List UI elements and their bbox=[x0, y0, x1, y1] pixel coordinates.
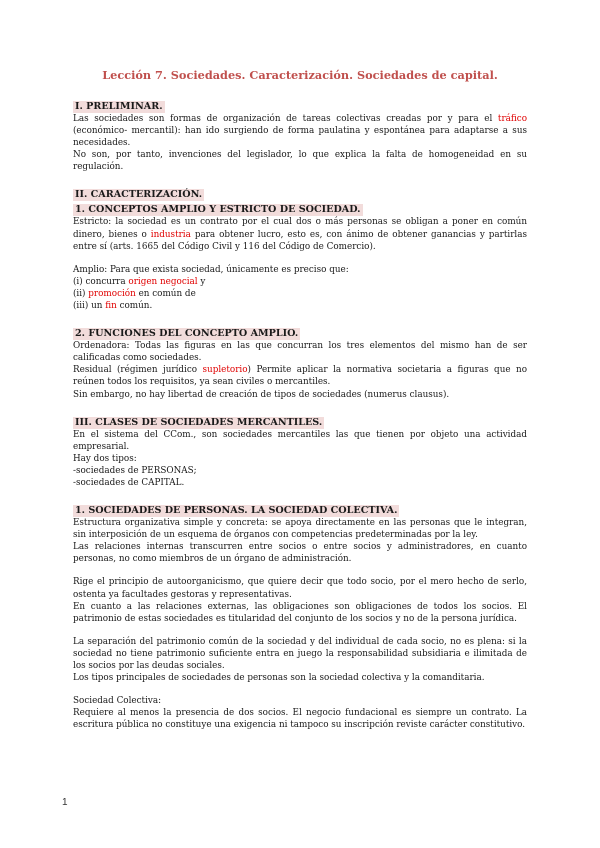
highlight-term: fin bbox=[105, 301, 117, 312]
paragraph: No son, por tanto, invenciones del legislador, lo que explica la falta de homogeneidad en su regulación. bbox=[73, 150, 527, 173]
paragraph-title: Sociedad Colectiva: bbox=[73, 696, 162, 707]
list-item: -sociedades de CAPITAL. bbox=[73, 477, 185, 488]
paragraph: Las sociedades son formas de organización de tareas colectivas creadas por y para el tráfico (económico- mercantil): han ido surgiendo de forma paulatina y espontánea para adaptarse a sus necesidades. bbox=[73, 114, 527, 149]
highlight-term: promoción bbox=[88, 288, 136, 299]
list-item: (i) concurra origen negocial y bbox=[73, 276, 206, 287]
paragraph: En el sistema del CCom., son sociedades mercantiles las que tienen por objeto una actividad empresarial. bbox=[73, 429, 527, 452]
section-heading-caracterizacion: II. CARACTERIZACIÓN. bbox=[75, 189, 203, 201]
paragraph: Estructura organizativa simple y concreta: se apoya directamente en las personas que le integran, sin interposición de un esquema de órganos con competencias predeterminadas por la ley. bbox=[73, 518, 527, 541]
subsection-heading-sociedades-personas: 1. SOCIEDADES DE PERSONAS. LA SOCIEDAD COLECTIVA. bbox=[75, 505, 398, 517]
subsection-heading-funciones: 2. FUNCIONES DEL CONCEPTO AMPLIO. bbox=[75, 328, 299, 340]
paragraph: Hay dos tipos: bbox=[73, 453, 137, 464]
section-heading-clases: III. CLASES DE SOCIEDADES MERCANTILES. bbox=[75, 416, 323, 428]
paragraph: La separación del patrimonio común de la sociedad y del individual de cada socio, no es plena: si la sociedad no tiene patrimonio suficiente entra en juego la responsabilidad subsidiaria e ilimitada de los socios por las deudas sociales. bbox=[73, 636, 527, 671]
highlight-term: supletorio bbox=[202, 365, 248, 376]
paragraph: Requiere al menos la presencia de dos socios. El negocio fundacional es siempre un contrato. La escritura pública no constituye una exigencia ni tampoco su inscripción reviste carácter constitutivo. bbox=[73, 708, 527, 731]
list-item: (ii) promoción en común de bbox=[73, 288, 196, 299]
paragraph: Residual (régimen jurídico supletorio) Permite aplicar la normativa societaria a figuras que no reúnen todos los requisitos, ya sean civiles o mercantiles. bbox=[73, 365, 528, 388]
list-item: -sociedades de PERSONAS; bbox=[73, 465, 197, 476]
paragraph: Rige el principio de autoorganicismo, que quiere decir que todo socio, por el mero hecho de serlo, ostenta ya facultades gestoras y representativas. bbox=[73, 577, 527, 600]
paragraph: Amplio: Para que exista sociedad, únicamente es preciso que: bbox=[73, 264, 349, 275]
page-number: 1 bbox=[62, 797, 68, 808]
paragraph: Los tipos principales de sociedades de personas son la sociedad colectiva y la comanditaria. bbox=[73, 673, 485, 684]
paragraph: Estricto: la sociedad es un contrato por el cual dos o más personas se obligan a poner en común dinero, bienes o industria para obtener lucro, esto es, con ánimo de obtener ganancias y partirlas entre sí (arts. 1665 del Código Civil y 116 del Código de Comercio). bbox=[73, 217, 527, 252]
highlight-term: origen negocial bbox=[128, 276, 198, 287]
section-heading-preliminar: I. PRELIMINAR. bbox=[75, 101, 163, 112]
page-content bbox=[73, 68, 527, 731]
document-title: Lección 7. Sociedades. Caracterización. Sociedades de capital. bbox=[102, 68, 498, 82]
highlight-term: tráfico bbox=[497, 114, 527, 124]
paragraph: Ordenadora: Todas las figuras en las que concurran los tres elementos del mismo han de ser calificadas como sociedades. bbox=[73, 341, 527, 364]
subsection-heading-conceptos: 1. CONCEPTOS AMPLIO Y ESTRICTO DE SOCIEDAD. bbox=[75, 204, 361, 216]
list-item: (iii) un fin común. bbox=[73, 301, 153, 312]
paragraph: Las relaciones internas transcurren entre socios o entre socios y administradores, en cuanto personas, no como miembros de un órgano de administración. bbox=[73, 542, 527, 565]
paragraph: En cuanto a las relaciones externas, las obligaciones son obligaciones de todos los socios. El patrimonio de estas sociedades es titularidad del conjunto de los socios y no de la persona jurídica. bbox=[73, 601, 527, 624]
highlight-term: industria bbox=[150, 229, 191, 240]
paragraph: Sin embargo, no hay libertad de creación de tipos de sociedades (numerus clausus). bbox=[73, 389, 450, 400]
